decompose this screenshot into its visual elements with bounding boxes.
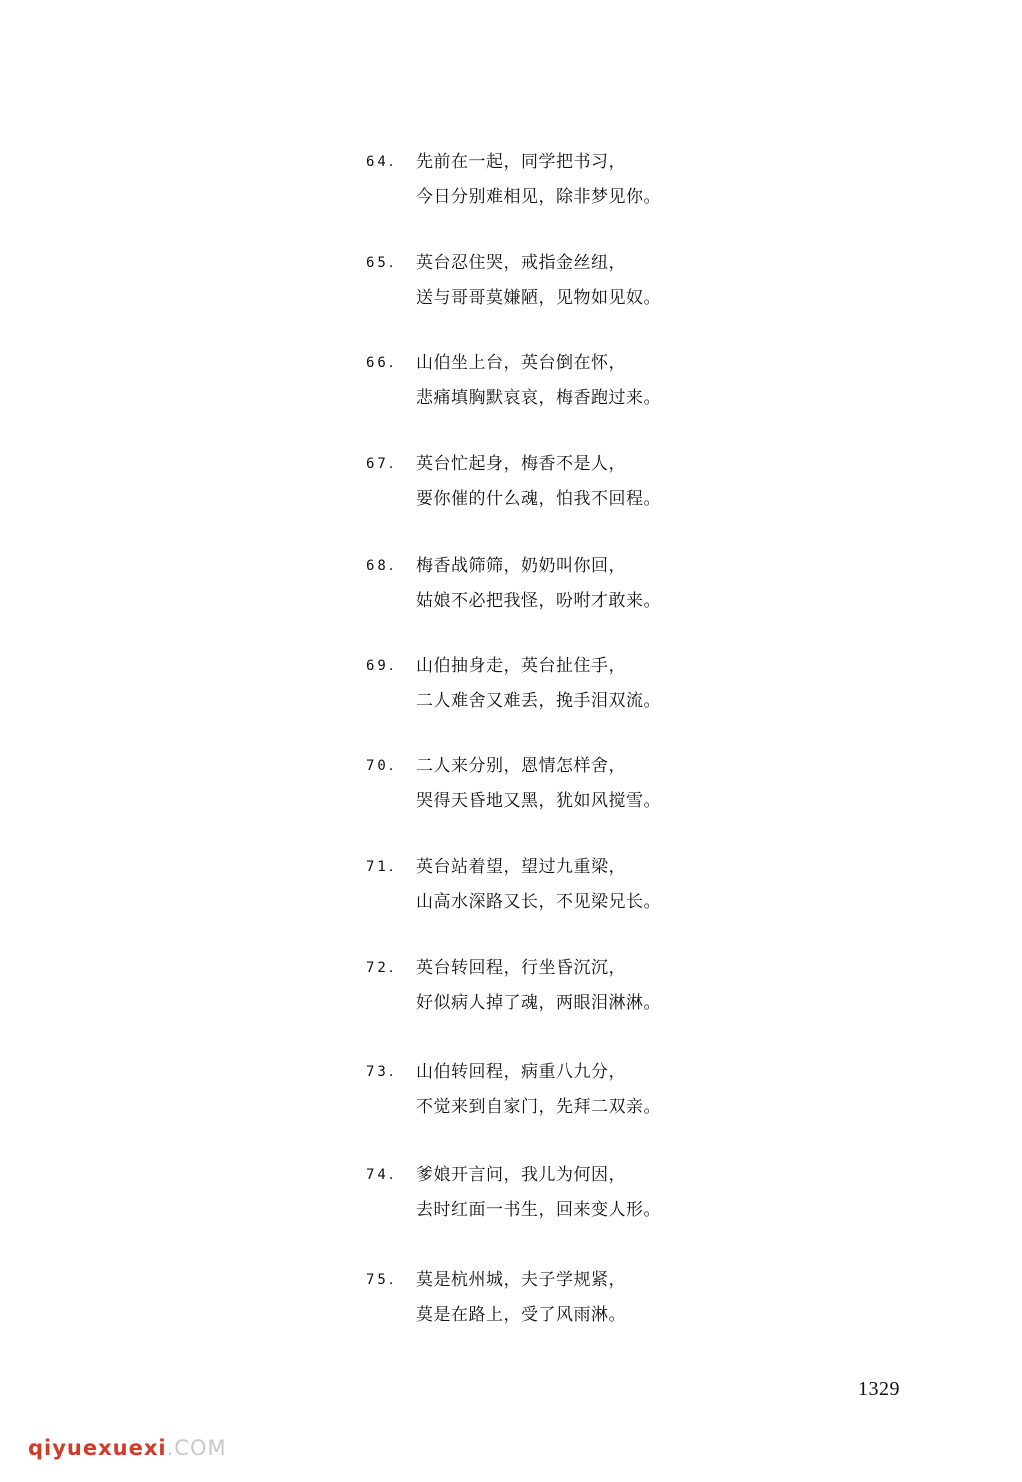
verse-line-1: 山伯抽身走，英台扯住手， [416,656,626,676]
verse-line-2: 山高水深路又长，不见梁兄长。 [416,892,661,912]
verse-line-2: 莫是在路上，受了风雨淋。 [416,1305,626,1325]
verse-line-1: 先前在一起，同学把书习， [416,152,626,172]
verse-66 [366,353,786,433]
watermark-main: qiyuexuexi [28,1436,167,1460]
verse-73 [366,1062,786,1142]
verse-line-1: 二人来分别，恩情怎样舍， [416,756,626,776]
verse-number: 70． [366,758,406,774]
verse-69 [366,656,786,736]
verse-line-2: 今日分别难相见，除非梦见你。 [416,187,661,207]
verse-line-1: 山伯坐上台，英台倒在怀， [416,353,626,373]
verse-number: 71． [366,859,406,875]
verse-71 [366,857,786,937]
verse-line-2: 要你催的什么魂，怕我不回程。 [416,489,661,509]
verse-64 [366,152,786,232]
verse-67 [366,454,786,534]
verse-line-1: 梅香战筛筛，奶奶叫你回， [416,556,626,576]
verse-number: 64． [366,154,406,170]
verse-line-2: 去时红面一书生，回来变人形。 [416,1200,661,1220]
verse-65 [366,253,786,333]
verse-number: 73． [366,1064,406,1080]
watermark-tld: .COM [166,1436,227,1460]
verse-line-1: 爹娘开言问，我儿为何因， [416,1165,626,1185]
verse-line-1: 莫是杭州城，夫子学规紧， [416,1270,626,1290]
verse-number: 72． [366,960,406,976]
verse-line-2: 姑娘不必把我怪，吩咐才敢来。 [416,591,661,611]
verse-line-1: 英台忙起身，梅香不是人， [416,454,626,474]
verse-number: 65． [366,255,406,271]
verse-number: 67． [366,456,406,472]
verse-line-2: 不觉来到自家门，先拜二双亲。 [416,1097,661,1117]
verse-number: 69． [366,658,406,674]
verse-number: 75． [366,1272,406,1288]
verse-68 [366,556,786,636]
verse-line-2: 送与哥哥莫嫌陋，见物如见奴。 [416,288,661,308]
verse-74 [366,1165,786,1245]
verse-75 [366,1270,786,1350]
verse-line-1: 英台忍住哭，戒指金丝纽， [416,253,626,273]
verse-70 [366,756,786,836]
page-number: 1329 [858,1378,900,1400]
verse-72 [366,958,786,1038]
verse-number: 74． [366,1167,406,1183]
verse-line-2: 悲痛填胸默哀哀，梅香跑过来。 [416,388,661,408]
verse-line-2: 哭得天昏地又黑，犹如风搅雪。 [416,791,661,811]
verse-line-2: 二人难舍又难丢，挽手泪双流。 [416,691,661,711]
verse-line-1: 英台站着望，望过九重梁， [416,857,626,877]
site-watermark [28,1436,227,1460]
verse-line-1: 英台转回程，行坐昏沉沉， [416,958,626,978]
verse-number: 66． [366,355,406,371]
verse-number: 68． [366,558,406,574]
verse-line-2: 好似病人掉了魂，两眼泪淋淋。 [416,993,661,1013]
verse-line-1: 山伯转回程，病重八九分， [416,1062,626,1082]
